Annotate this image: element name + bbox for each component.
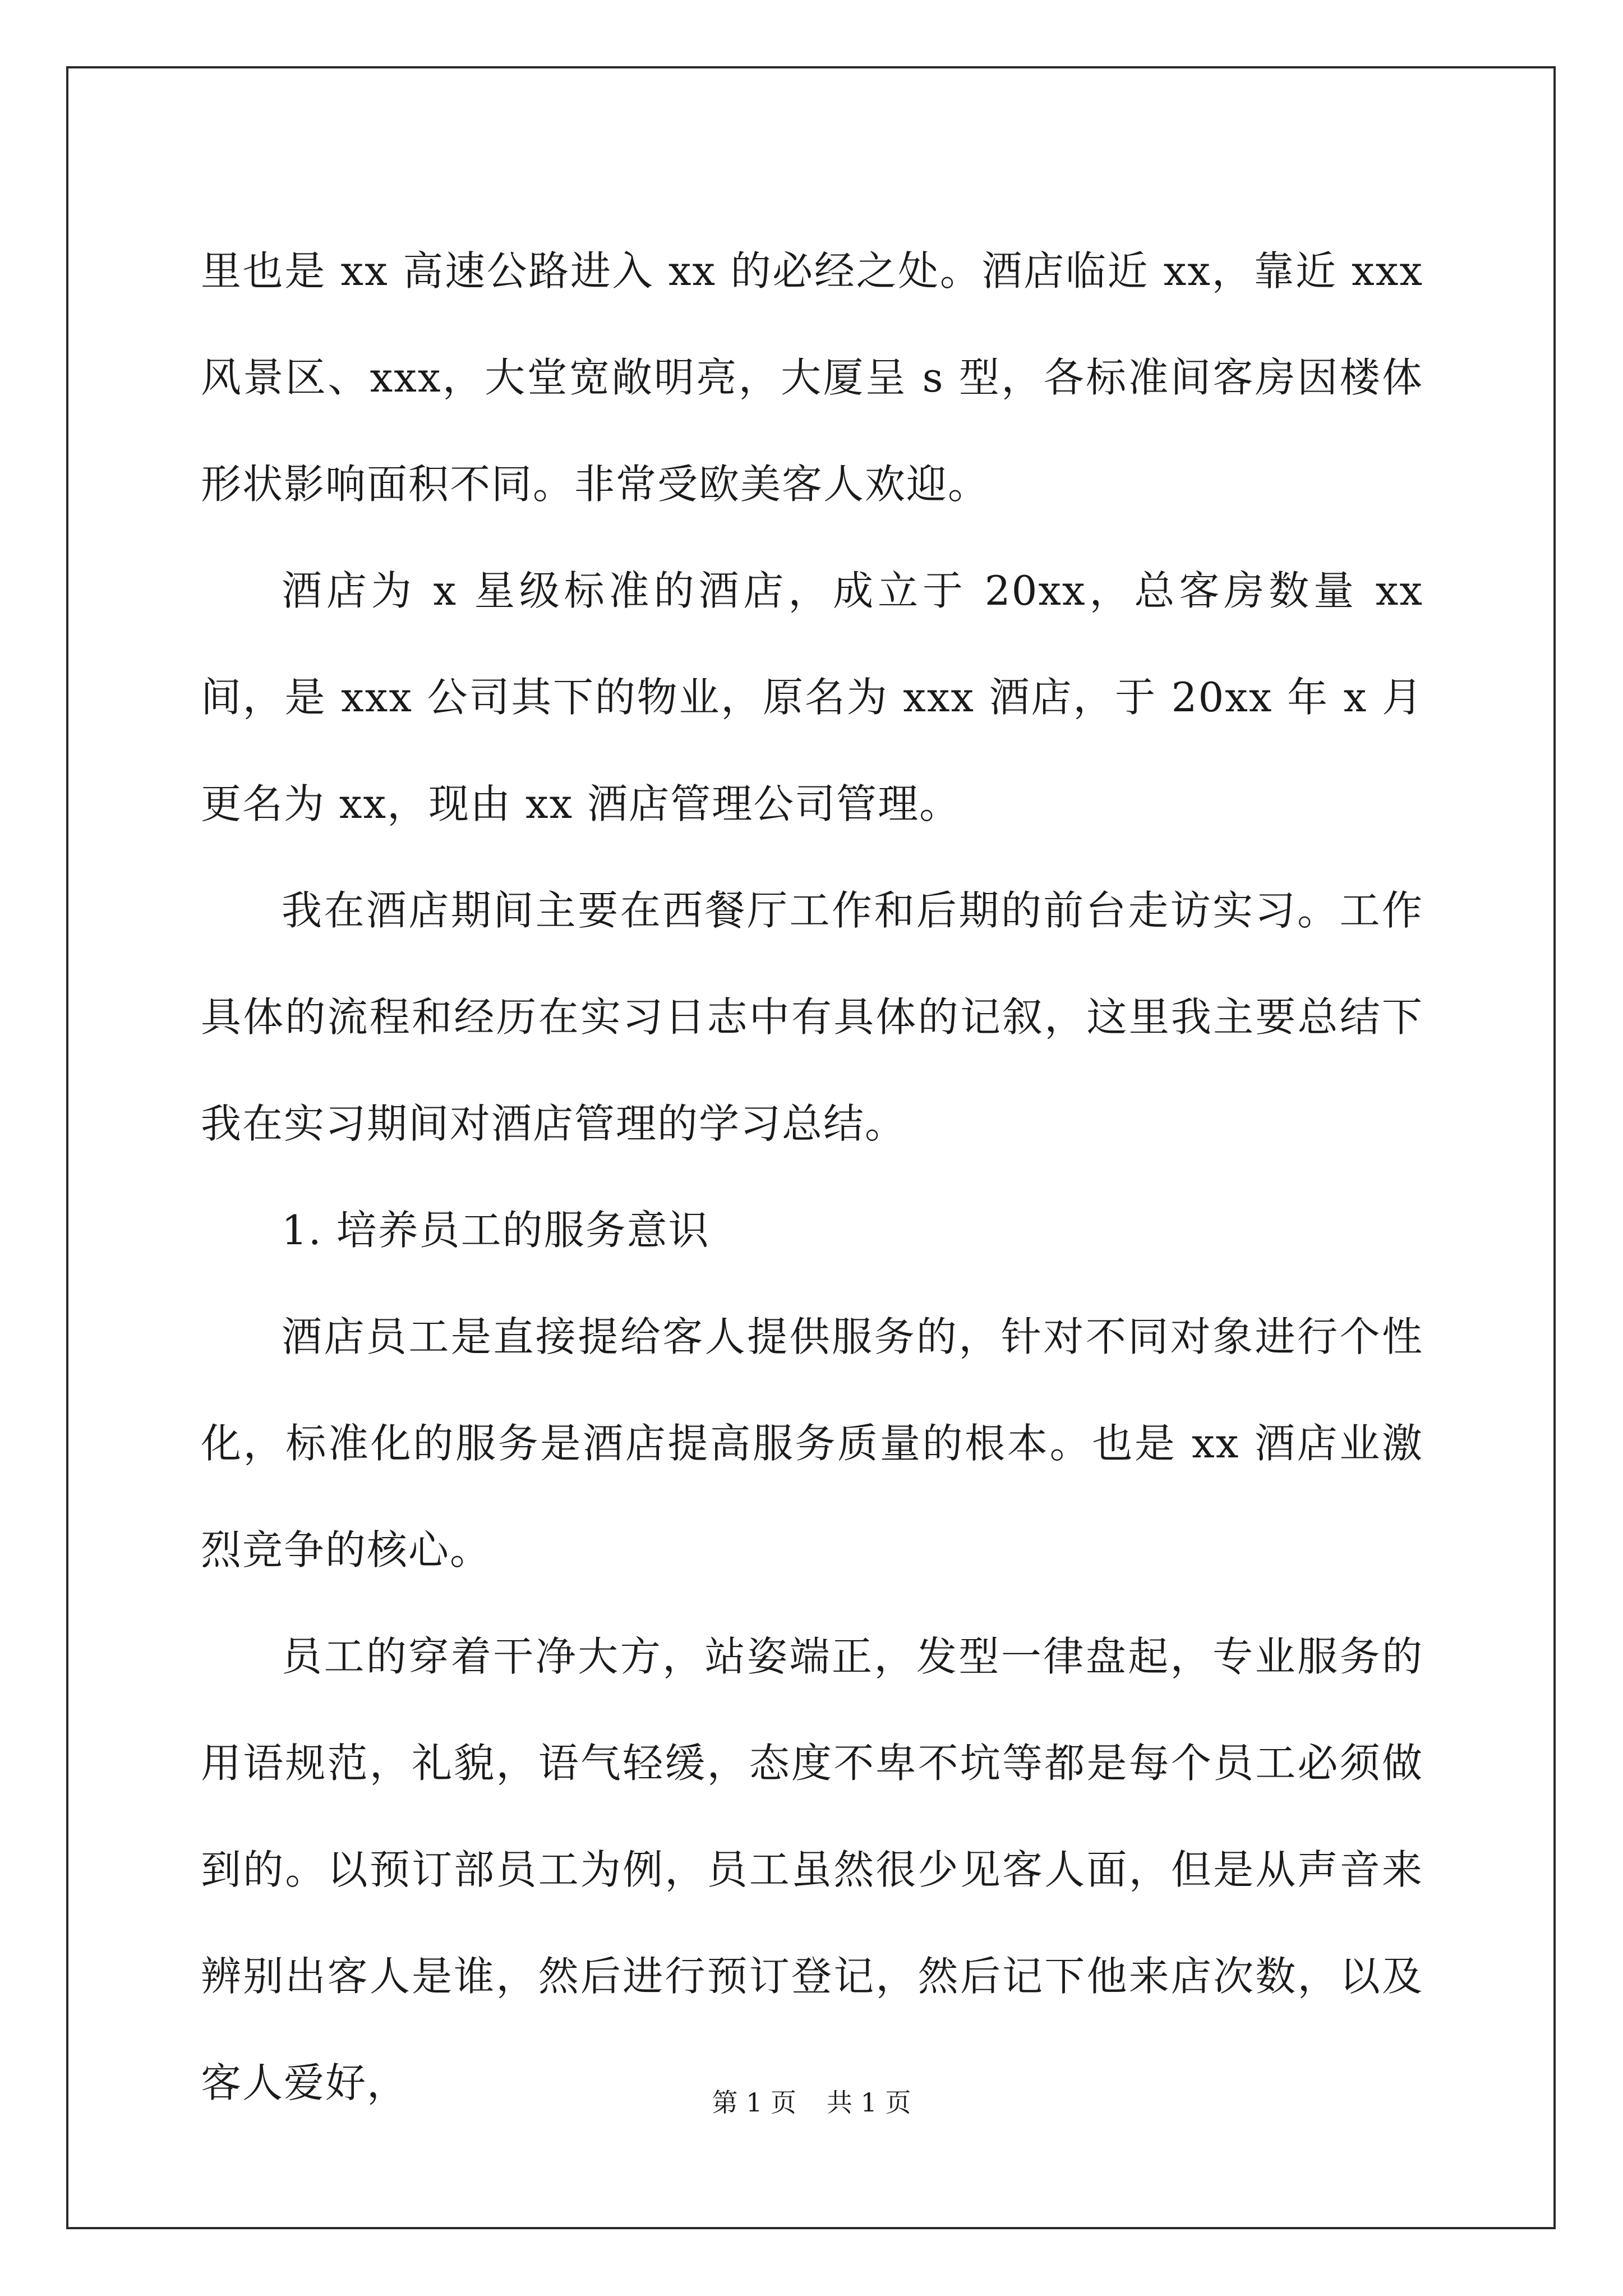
paragraph-3: 我在酒店期间主要在西餐厅工作和后期的前台走访实习。工作具体的流程和经历在实习日志中有具体的记叙，这里我主要总结下我在实习期间对酒店管理的学习总结。 [201,887,1423,1147]
page-number-total: 共 1 页 [827,2087,911,2118]
paragraph-5: 员工的穿着干净大方，站姿端正，发型一律盘起，专业服务的用语规范，礼貌，语气轻缓，态度不卑不坑等都是每个员工必须做到的。以预订部员工为例，员工虽然很少见客人面，但是从声音来辨别出客人是谁，然后进行预订登记，然后记下他来店次数，以及客人爱好， [201,1633,1423,2106]
page-footer [0,2086,1623,2119]
page-number-current: 第 1 页 [712,2087,796,2118]
paragraph-1: 里也是 xx 高速公路进入 xx 的必经之处。酒店临近 xx，靠近 xxx 风景区、xxx，大堂宽敞明亮，大厦呈 s 型，各标准间客房因楼体形状影响面积不同。非常受欧美客人欢迎。 [201,247,1423,508]
paragraph-2: 酒店为 x 星级标准的酒店，成立于 20xx，总客房数量 xx 间，是 xxx 公司其下的物业，原名为 xxx 酒店，于 20xx 年 x 月更名为 xx，现由 xx 酒店管理公司管理。 [201,567,1423,827]
paragraph-4: 酒店员工是直接提给客人提供服务的，针对不同对象进行个性化，标准化的服务是酒店提高服务质量的根本。也是 xx 酒店业激烈竞争的核心。 [201,1313,1423,1573]
document-body [201,218,1423,2136]
section-heading: 1. 培养员工的服务意识 [282,1207,710,1254]
